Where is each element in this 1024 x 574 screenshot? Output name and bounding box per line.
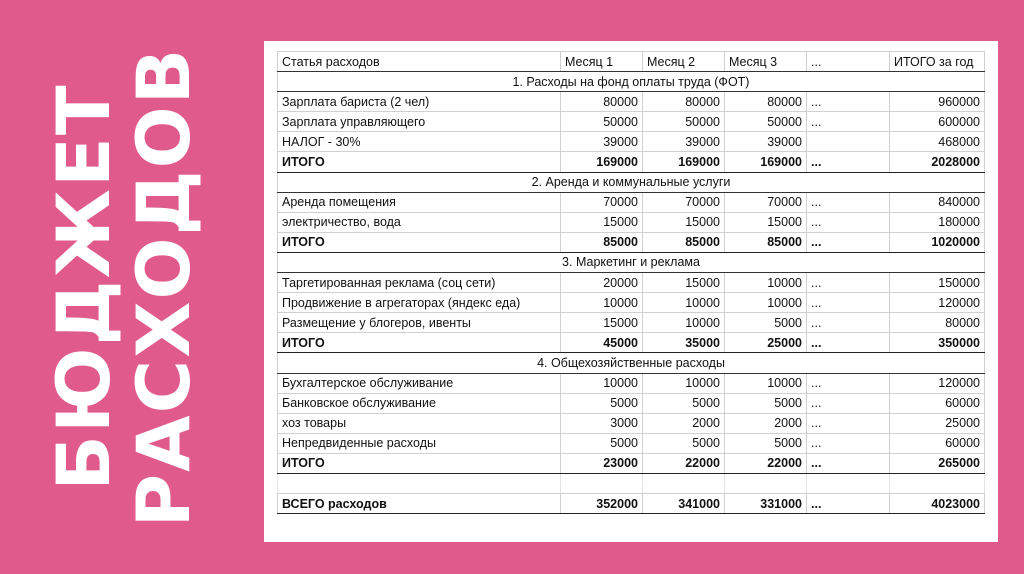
month-2-cell: 80000	[643, 92, 725, 112]
section-total-row	[278, 333, 985, 353]
table-row	[278, 192, 985, 212]
header-month-1: Месяц 1	[561, 52, 643, 72]
month-1-cell: 10000	[561, 293, 643, 313]
ellipsis-cell: ...	[807, 152, 890, 172]
empty-row	[278, 473, 985, 493]
month-3-cell: 10000	[725, 273, 807, 293]
month-1-cell: 80000	[561, 92, 643, 112]
month-3-cell: 85000	[725, 232, 807, 252]
ellipsis-cell: ...	[807, 192, 890, 212]
ellipsis-cell: ...	[807, 373, 890, 393]
year-total-cell: 468000	[890, 132, 985, 152]
year-total-cell: 80000	[890, 313, 985, 333]
table-row	[278, 273, 985, 293]
table-row	[278, 92, 985, 112]
table-row	[278, 433, 985, 453]
item-name-cell: Банковское обслуживание	[278, 393, 561, 413]
section-title: 4. Общехозяйственные расходы	[278, 353, 985, 373]
empty-cell	[643, 473, 725, 493]
month-3-cell: 39000	[725, 132, 807, 152]
item-name-cell: Зарплата управляющего	[278, 112, 561, 132]
ellipsis-cell: ...	[807, 92, 890, 112]
table-row	[278, 393, 985, 413]
header-item: Статья расходов	[278, 52, 561, 72]
item-name-cell: ВСЕГО расходов	[278, 494, 561, 514]
month-2-cell: 22000	[643, 453, 725, 473]
month-2-cell: 85000	[643, 232, 725, 252]
expense-budget-table	[277, 51, 985, 514]
ellipsis-cell: ...	[807, 232, 890, 252]
empty-cell	[807, 473, 890, 493]
item-name-cell: ИТОГО	[278, 232, 561, 252]
section-title-row	[278, 172, 985, 192]
item-name-cell: НАЛОГ - 30%	[278, 132, 561, 152]
grand-total-row	[278, 494, 985, 514]
month-2-cell: 35000	[643, 333, 725, 353]
month-1-cell: 10000	[561, 373, 643, 393]
slide-title-area	[0, 0, 250, 574]
ellipsis-cell: ...	[807, 453, 890, 473]
year-total-cell: 150000	[890, 273, 985, 293]
section-title-row	[278, 353, 985, 373]
ellipsis-cell: ...	[807, 494, 890, 514]
ellipsis-cell	[807, 132, 890, 152]
month-1-cell: 5000	[561, 433, 643, 453]
ellipsis-cell: ...	[807, 333, 890, 353]
table-row	[278, 212, 985, 232]
month-3-cell: 5000	[725, 433, 807, 453]
month-3-cell: 331000	[725, 494, 807, 514]
month-2-cell: 169000	[643, 152, 725, 172]
item-name-cell: Таргетированная реклама (соц сети)	[278, 273, 561, 293]
ellipsis-cell: ...	[807, 433, 890, 453]
month-3-cell: 10000	[725, 293, 807, 313]
month-1-cell: 169000	[561, 152, 643, 172]
item-name-cell: Размещение у блогеров, ивенты	[278, 313, 561, 333]
month-1-cell: 39000	[561, 132, 643, 152]
month-2-cell: 5000	[643, 393, 725, 413]
month-1-cell: 5000	[561, 393, 643, 413]
table-header-row	[278, 52, 985, 72]
year-total-cell: 960000	[890, 92, 985, 112]
table-row	[278, 413, 985, 433]
item-name-cell: Продвижение в агрегаторах (яндекс еда)	[278, 293, 561, 313]
month-2-cell: 15000	[643, 273, 725, 293]
month-1-cell: 23000	[561, 453, 643, 473]
slide-title-line-1: БЮДЖЕТ	[42, 83, 127, 491]
month-1-cell: 15000	[561, 212, 643, 232]
month-2-cell: 341000	[643, 494, 725, 514]
year-total-cell: 180000	[890, 212, 985, 232]
empty-cell	[278, 473, 561, 493]
month-2-cell: 2000	[643, 413, 725, 433]
month-2-cell: 70000	[643, 192, 725, 212]
spreadsheet-panel	[264, 41, 998, 542]
slide-title	[42, 46, 207, 528]
month-2-cell: 10000	[643, 293, 725, 313]
month-3-cell: 22000	[725, 453, 807, 473]
year-total-cell: 600000	[890, 112, 985, 132]
empty-cell	[890, 473, 985, 493]
ellipsis-cell: ...	[807, 413, 890, 433]
year-total-cell: 60000	[890, 393, 985, 413]
month-1-cell: 70000	[561, 192, 643, 212]
empty-cell	[725, 473, 807, 493]
year-total-cell: 2028000	[890, 152, 985, 172]
item-name-cell: ИТОГО	[278, 333, 561, 353]
month-3-cell: 70000	[725, 192, 807, 212]
table-row	[278, 112, 985, 132]
month-2-cell: 10000	[643, 373, 725, 393]
year-total-cell: 1020000	[890, 232, 985, 252]
empty-cell	[561, 473, 643, 493]
month-1-cell: 15000	[561, 313, 643, 333]
year-total-cell: 60000	[890, 433, 985, 453]
item-name-cell: Аренда помещения	[278, 192, 561, 212]
ellipsis-cell: ...	[807, 273, 890, 293]
month-3-cell: 5000	[725, 313, 807, 333]
month-1-cell: 45000	[561, 333, 643, 353]
month-3-cell: 169000	[725, 152, 807, 172]
month-3-cell: 10000	[725, 373, 807, 393]
month-2-cell: 10000	[643, 313, 725, 333]
section-total-row	[278, 152, 985, 172]
year-total-cell: 25000	[890, 413, 985, 433]
table-row	[278, 293, 985, 313]
month-3-cell: 5000	[725, 393, 807, 413]
year-total-cell: 350000	[890, 333, 985, 353]
month-2-cell: 15000	[643, 212, 725, 232]
year-total-cell: 120000	[890, 293, 985, 313]
header-year-total: ИТОГО за год	[890, 52, 985, 72]
item-name-cell: Бухгалтерское обслуживание	[278, 373, 561, 393]
item-name-cell: хоз товары	[278, 413, 561, 433]
item-name-cell: электричество, вода	[278, 212, 561, 232]
month-3-cell: 25000	[725, 333, 807, 353]
month-1-cell: 85000	[561, 232, 643, 252]
item-name-cell: ИТОГО	[278, 453, 561, 473]
ellipsis-cell: ...	[807, 393, 890, 413]
section-title: 3. Маркетинг и реклама	[278, 252, 985, 272]
month-1-cell: 20000	[561, 273, 643, 293]
section-total-row	[278, 453, 985, 473]
section-title-row	[278, 252, 985, 272]
month-1-cell: 3000	[561, 413, 643, 433]
slide-title-line-2: РАСХОДОВ	[122, 46, 207, 528]
section-title: 2. Аренда и коммунальные услуги	[278, 172, 985, 192]
year-total-cell: 120000	[890, 373, 985, 393]
month-1-cell: 50000	[561, 112, 643, 132]
section-title: 1. Расходы на фонд оплаты труда (ФОТ)	[278, 72, 985, 92]
table-row	[278, 373, 985, 393]
header-month-3: Месяц 3	[725, 52, 807, 72]
header-month-2: Месяц 2	[643, 52, 725, 72]
month-1-cell: 352000	[561, 494, 643, 514]
month-3-cell: 80000	[725, 92, 807, 112]
year-total-cell: 4023000	[890, 494, 985, 514]
month-2-cell: 50000	[643, 112, 725, 132]
table-row	[278, 313, 985, 333]
month-3-cell: 50000	[725, 112, 807, 132]
item-name-cell: Зарплата бариста (2 чел)	[278, 92, 561, 112]
month-2-cell: 5000	[643, 433, 725, 453]
item-name-cell: Непредвиденные расходы	[278, 433, 561, 453]
month-2-cell: 39000	[643, 132, 725, 152]
section-title-row	[278, 72, 985, 92]
ellipsis-cell: ...	[807, 293, 890, 313]
table-row	[278, 132, 985, 152]
month-3-cell: 2000	[725, 413, 807, 433]
ellipsis-cell: ...	[807, 313, 890, 333]
item-name-cell: ИТОГО	[278, 152, 561, 172]
section-total-row	[278, 232, 985, 252]
ellipsis-cell: ...	[807, 212, 890, 232]
header-ellipsis: ...	[807, 52, 890, 72]
ellipsis-cell: ...	[807, 112, 890, 132]
month-3-cell: 15000	[725, 212, 807, 232]
year-total-cell: 265000	[890, 453, 985, 473]
year-total-cell: 840000	[890, 192, 985, 212]
